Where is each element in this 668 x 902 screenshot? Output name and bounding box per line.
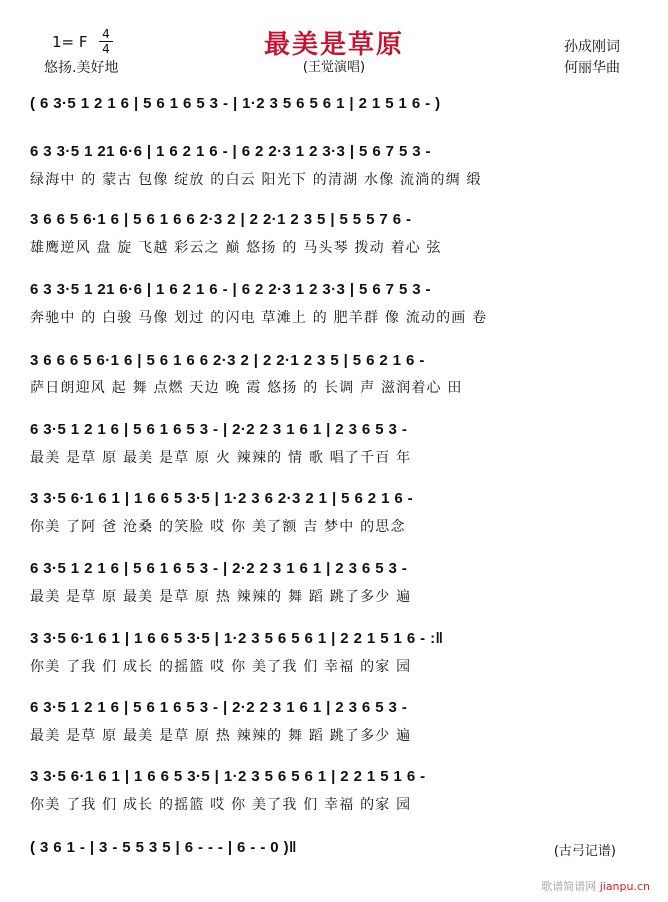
meter-bottom: 4 [102,42,110,56]
system-1-lyrics: 绿海中 的 蒙古 包像 绽放 的白云 阳光下 的清湖 水像 流淌的绸 缎 [30,172,482,188]
transcriber-credit: (古弓记谱) [553,844,616,859]
system-6-lyrics: 你美 了阿 爸 沧桑 的笑脸 哎 你 美了额 吉 梦中 的思念 [30,519,406,535]
meter-top: 4 [102,27,110,41]
system-6-notes: 3 3·5 6·1 6 1 | 1 6 6 5 3·5 | 1·2 3 6 2·3 2 1 | 5 6 2 1 6 - [30,490,414,507]
system-9-lyrics: 最美 是草 原 最美 是草 原 热 辣辣的 舞 蹈 跳了多少 遍 [30,728,412,744]
system-10-lyrics: 你美 了我 们 成长 的摇篮 哎 你 美了我 们 幸福 的家 园 [30,797,412,813]
system-4-lyrics: 萨日朗迎风 起 舞 点燃 天边 晚 霞 悠扬 的 长调 声 滋润着心 田 [30,380,463,396]
song-title: 最美是草原 [263,30,404,60]
system-2-notes: 3 6 6 5 6·1 6 | 5 6 1 6 6 2·3 2 | 2 2·1 2 3 5 | 5 5 5 7 6 - [30,211,412,228]
lyricist-credit: 孙成刚词 [564,39,620,55]
system-10-notes: 3 3·5 6·1 6 1 | 1 6 6 5 3·5 | 1·2 3 5 6 5 6 1 | 2 2 1 5 1 6 - [30,768,426,785]
system-8-notes: 3 3·5 6·1 6 1 | 1 6 6 5 3·5 | 1·2 3 5 6 5 6 1 | 2 2 1 5 1 6 - :‖ [30,630,444,647]
watermark-text: 歌谱简谱网 [541,880,597,893]
system-4-notes: 3 6 6 6 5 6·1 6 | 5 6 1 6 6 2·3 2 | 2 2·1 2 3 5 | 5 6 2 1 6 - [30,352,425,369]
key-signature: 1= F [52,33,88,51]
watermark [541,878,650,894]
watermark-url: jianpu.cn [599,880,650,893]
system-5-notes: 6 3·5 1 2 1 6 | 5 6 1 6 5 3 - | 2·2 2 3 1 6 1 | 2 3 6 5 3 - [30,421,408,438]
time-signature [99,28,113,55]
system-3-notes: 6 3 3·5 1 21 6·6 | 1 6 2 1 6 - | 6 2 2·3 1 2 3·3 | 5 6 7 5 3 - [30,281,431,298]
system-7-notes: 6 3·5 1 2 1 6 | 5 6 1 6 5 3 - | 2·2 2 3 1 6 1 | 2 3 6 5 3 - [30,560,408,577]
system-1-notes: 6 3 3·5 1 21 6·6 | 1 6 2 1 6 - | 6 2 2·3 1 2 3·3 | 5 6 7 5 3 - [30,143,431,160]
singer-credit: (王觉演唱) [302,60,366,75]
system-8-lyrics: 你美 了我 们 成长 的摇篮 哎 你 美了我 们 幸福 的家 园 [30,659,412,675]
system-5-lyrics: 最美 是草 原 最美 是草 原 火 辣辣的 情 歌 唱了千百 年 [30,450,412,466]
system-7-lyrics: 最美 是草 原 最美 是草 原 热 辣辣的 舞 蹈 跳了多少 遍 [30,589,412,605]
composer-credit: 何丽华曲 [564,60,620,76]
system-11-notes: ( 3 6 1 - | 3 - 5 5 3 5 | 6 - - - | 6 - - 0 )‖ [30,839,297,856]
system-9-notes: 6 3·5 1 2 1 6 | 5 6 1 6 5 3 - | 2·2 2 3 1 6 1 | 2 3 6 5 3 - [30,699,408,716]
tempo-marking: 悠扬.美好地 [44,60,119,76]
system-0-notes: ( 6 3·5 1 2 1 6 | 5 6 1 6 5 3 - | 1·2 3 5 6 5 6 1 | 2 1 5 1 6 - ) [30,95,441,112]
system-3-lyrics: 奔驰中 的 白骏 马像 划过 的闪电 草滩上 的 肥羊群 像 流动的画 卷 [30,310,488,326]
system-2-lyrics: 雄鹰逆风 盘 旋 飞越 彩云之 巅 悠扬 的 马头琴 拨动 着心 弦 [30,240,442,256]
